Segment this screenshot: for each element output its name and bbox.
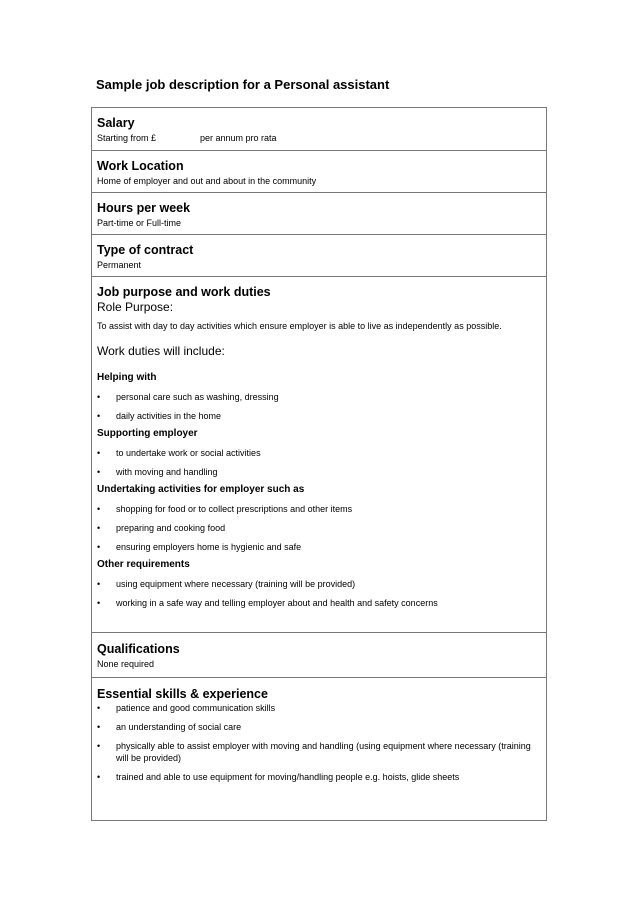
duty-group-heading: Helping with xyxy=(97,372,157,383)
duty-group-undertaking xyxy=(97,483,540,553)
salary-starting: Starting from £ xyxy=(97,133,157,143)
list-item xyxy=(97,721,540,733)
role-purpose-heading: Role Purpose: xyxy=(97,300,174,314)
salary-section xyxy=(92,108,546,151)
bullet: • xyxy=(97,703,101,713)
list-item xyxy=(97,578,540,590)
list-item-text: ensuring employers home is hygienic and safe xyxy=(116,542,302,552)
duty-group-heading: Supporting employer xyxy=(97,428,198,439)
bullet: • xyxy=(97,411,101,421)
list-item xyxy=(97,541,540,553)
qualifications-heading: Qualifications xyxy=(97,642,180,656)
list-item-text: daily activities in the home xyxy=(116,411,222,421)
duties-section xyxy=(92,277,546,633)
bullet: • xyxy=(97,741,101,751)
role-purpose-text: To assist with day to day activities which ensure employer is able to live as independently as possible. xyxy=(97,321,502,331)
bullet: • xyxy=(97,392,101,402)
location-heading: Work Location xyxy=(97,159,184,173)
list-item xyxy=(97,702,540,714)
list-item xyxy=(97,771,540,783)
bullet: • xyxy=(97,448,101,458)
list-item-text: physically able to assist employer with moving and handling (using equipment where necessary (training will be provided) xyxy=(116,741,531,763)
job-description-table xyxy=(91,107,547,821)
list-item xyxy=(97,522,540,534)
contract-section xyxy=(92,235,546,277)
skills-heading: Essential skills & experience xyxy=(97,687,268,701)
list-item-text: to undertake work or social activities xyxy=(116,448,261,458)
page-title: Sample job description for a Personal assistant xyxy=(96,77,390,92)
bullet: • xyxy=(97,504,101,514)
hours-section xyxy=(92,193,546,235)
list-item-text: working in a safe way and telling employer about and health and safety concerns xyxy=(116,598,438,608)
duty-group-helping xyxy=(97,371,540,422)
list-item-text: an understanding of social care xyxy=(116,722,242,732)
hours-text: Part-time or Full-time xyxy=(97,218,182,228)
salary-heading: Salary xyxy=(97,116,135,130)
salary-rate: per annum pro rata xyxy=(200,133,277,143)
bullet: • xyxy=(97,579,101,589)
list-item xyxy=(97,740,540,764)
list-item xyxy=(97,597,540,609)
salary-text xyxy=(97,132,540,144)
bullet: • xyxy=(97,542,101,552)
list-item xyxy=(97,447,540,459)
qualifications-text: None required xyxy=(97,659,155,669)
qualifications-section xyxy=(92,633,546,678)
list-item-text: with moving and handling xyxy=(116,467,218,477)
list-item-text: personal care such as washing, dressing xyxy=(116,392,279,402)
duty-group-other xyxy=(97,558,540,609)
list-item xyxy=(97,503,540,515)
list-item-text: trained and able to use equipment for moving/handling people e.g. hoists, glide sheets xyxy=(116,772,460,782)
list-item xyxy=(97,466,540,478)
contract-text: Permanent xyxy=(97,260,142,270)
list-item-text: using equipment where necessary (training will be provided) xyxy=(116,579,356,589)
bullet: • xyxy=(97,598,101,608)
list-item-text: shopping for food or to collect prescriptions and other items xyxy=(116,504,353,514)
contract-heading: Type of contract xyxy=(97,243,194,257)
bullet: • xyxy=(97,523,101,533)
work-duties-heading: Work duties will include: xyxy=(97,344,225,358)
bullet: • xyxy=(97,467,101,477)
list-item-text: patience and good communication skills xyxy=(116,703,276,713)
bullet: • xyxy=(97,722,101,732)
list-item-text: preparing and cooking food xyxy=(116,523,226,533)
duties-heading: Job purpose and work duties xyxy=(97,285,271,299)
hours-heading: Hours per week xyxy=(97,201,191,215)
duty-group-heading: Other requirements xyxy=(97,559,190,570)
duty-group-supporting xyxy=(97,427,540,478)
location-section xyxy=(92,151,546,193)
list-item xyxy=(97,391,540,403)
skills-section xyxy=(92,678,546,820)
list-item xyxy=(97,410,540,422)
duty-group-heading: Undertaking activities for employer such as xyxy=(97,484,305,495)
location-text: Home of employer and out and about in the community xyxy=(97,176,317,186)
bullet: • xyxy=(97,772,101,782)
